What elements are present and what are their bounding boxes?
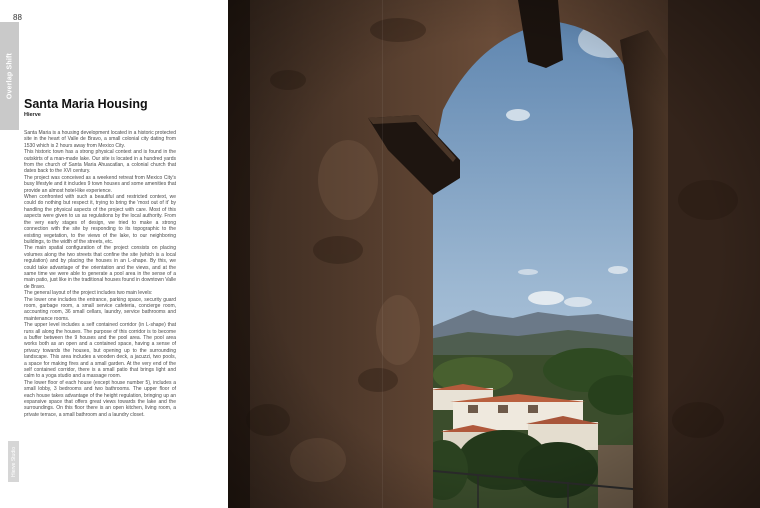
paragraph: The lower floor of each house (except house number 5), includes a small lobby, 3 bedrooms and two bathrooms. The upper floor of each house takes advantage of the height regulation, bringing up an expansive space that offers great views towards the lake and the surroundings. On this floor there is an open kitchen, living room, a private terrace, a small bathroom and a laundry closet. [24, 379, 176, 418]
section-tab-label-wrap [0, 22, 19, 130]
paragraph: The project was conceived as a weekend retreat from Mexico City's busy lifestyle and it includes 9 town houses and some amenities that provide an almost hotel-like experience. [24, 174, 176, 194]
paragraph: The general layout of the project includes two main levels: [24, 290, 153, 297]
paragraph: The upper level includes a self contained corridor (in L-shape) that runs all along the houses. The purpose of this corridor is to become a buffer between the 9 houses and the pool area. The pool area works both as an open and a contained space, having a sense of privacy towards the houses, but opening up to the surrounding landscape. This area includes a wooden deck, a jacuzzi, two pools, a space for making fires and a small garden. At the very end of the self contained corridor, there is a small patio that brings light and calm to a yoga studio and a massage room. [24, 322, 176, 380]
article-body [24, 130, 176, 418]
page-number: 88 [13, 13, 22, 22]
paragraph: Santa Maria is a housing development located in a historic protected site in the heart of Valle de Bravo, a small colonial city dating from 1530 which is 2 hours away from Mexico City. [24, 130, 176, 149]
article-title: Santa Maria Housing [24, 97, 148, 111]
article-author: Hierve [24, 112, 41, 118]
small-side-tab-label: Hierve Studio [10, 446, 17, 477]
paragraph: When confronted with such a beautiful and restricted context, we could do nothing but respect it, trying to bring the 'most out of it' by handling the physical aspects of the project with care. Most of this aspects were given to us as regulations by the local authority. From the very early stages of design, we tried to make a strong connection with the site by responding to its topographic to the existing vegetation, to the views of the lake, to our neighboring buildings, to the width of the streets, etc. [24, 194, 176, 245]
small-side-tab [8, 441, 19, 482]
left-page [0, 0, 228, 508]
paragraph: The lower one includes the entrance, parking space, security guard room, garbage room, a small service cafeteria, concierge room, accounting room, 36 small cellars, laundry, service bathrooms and maintenance rooms. [24, 296, 176, 322]
section-tab-label: Overlap Shift [6, 52, 13, 100]
paragraph: This historic town has a strong physical context and is found in the outskirts of a man-made lake. Our site is located in a hundred yards from the church of Santa Maria Ahuacatlan, a colonial church that dates back to the XVI century. [24, 149, 176, 175]
paragraph: The main spatial configuration of the project consists on placing volumes along the two streets that confine the site (which is a local regulation) and by placing the houses in an L-shape. By this, we could take advantage of the orientation and the views, and at the same time we were able to generate a pool area in the sense of a main patio, just like in the traditional houses found in downtown Valle de Bravo. [24, 245, 176, 290]
page-gutter [382, 0, 383, 508]
arch-view-photo [228, 0, 760, 508]
